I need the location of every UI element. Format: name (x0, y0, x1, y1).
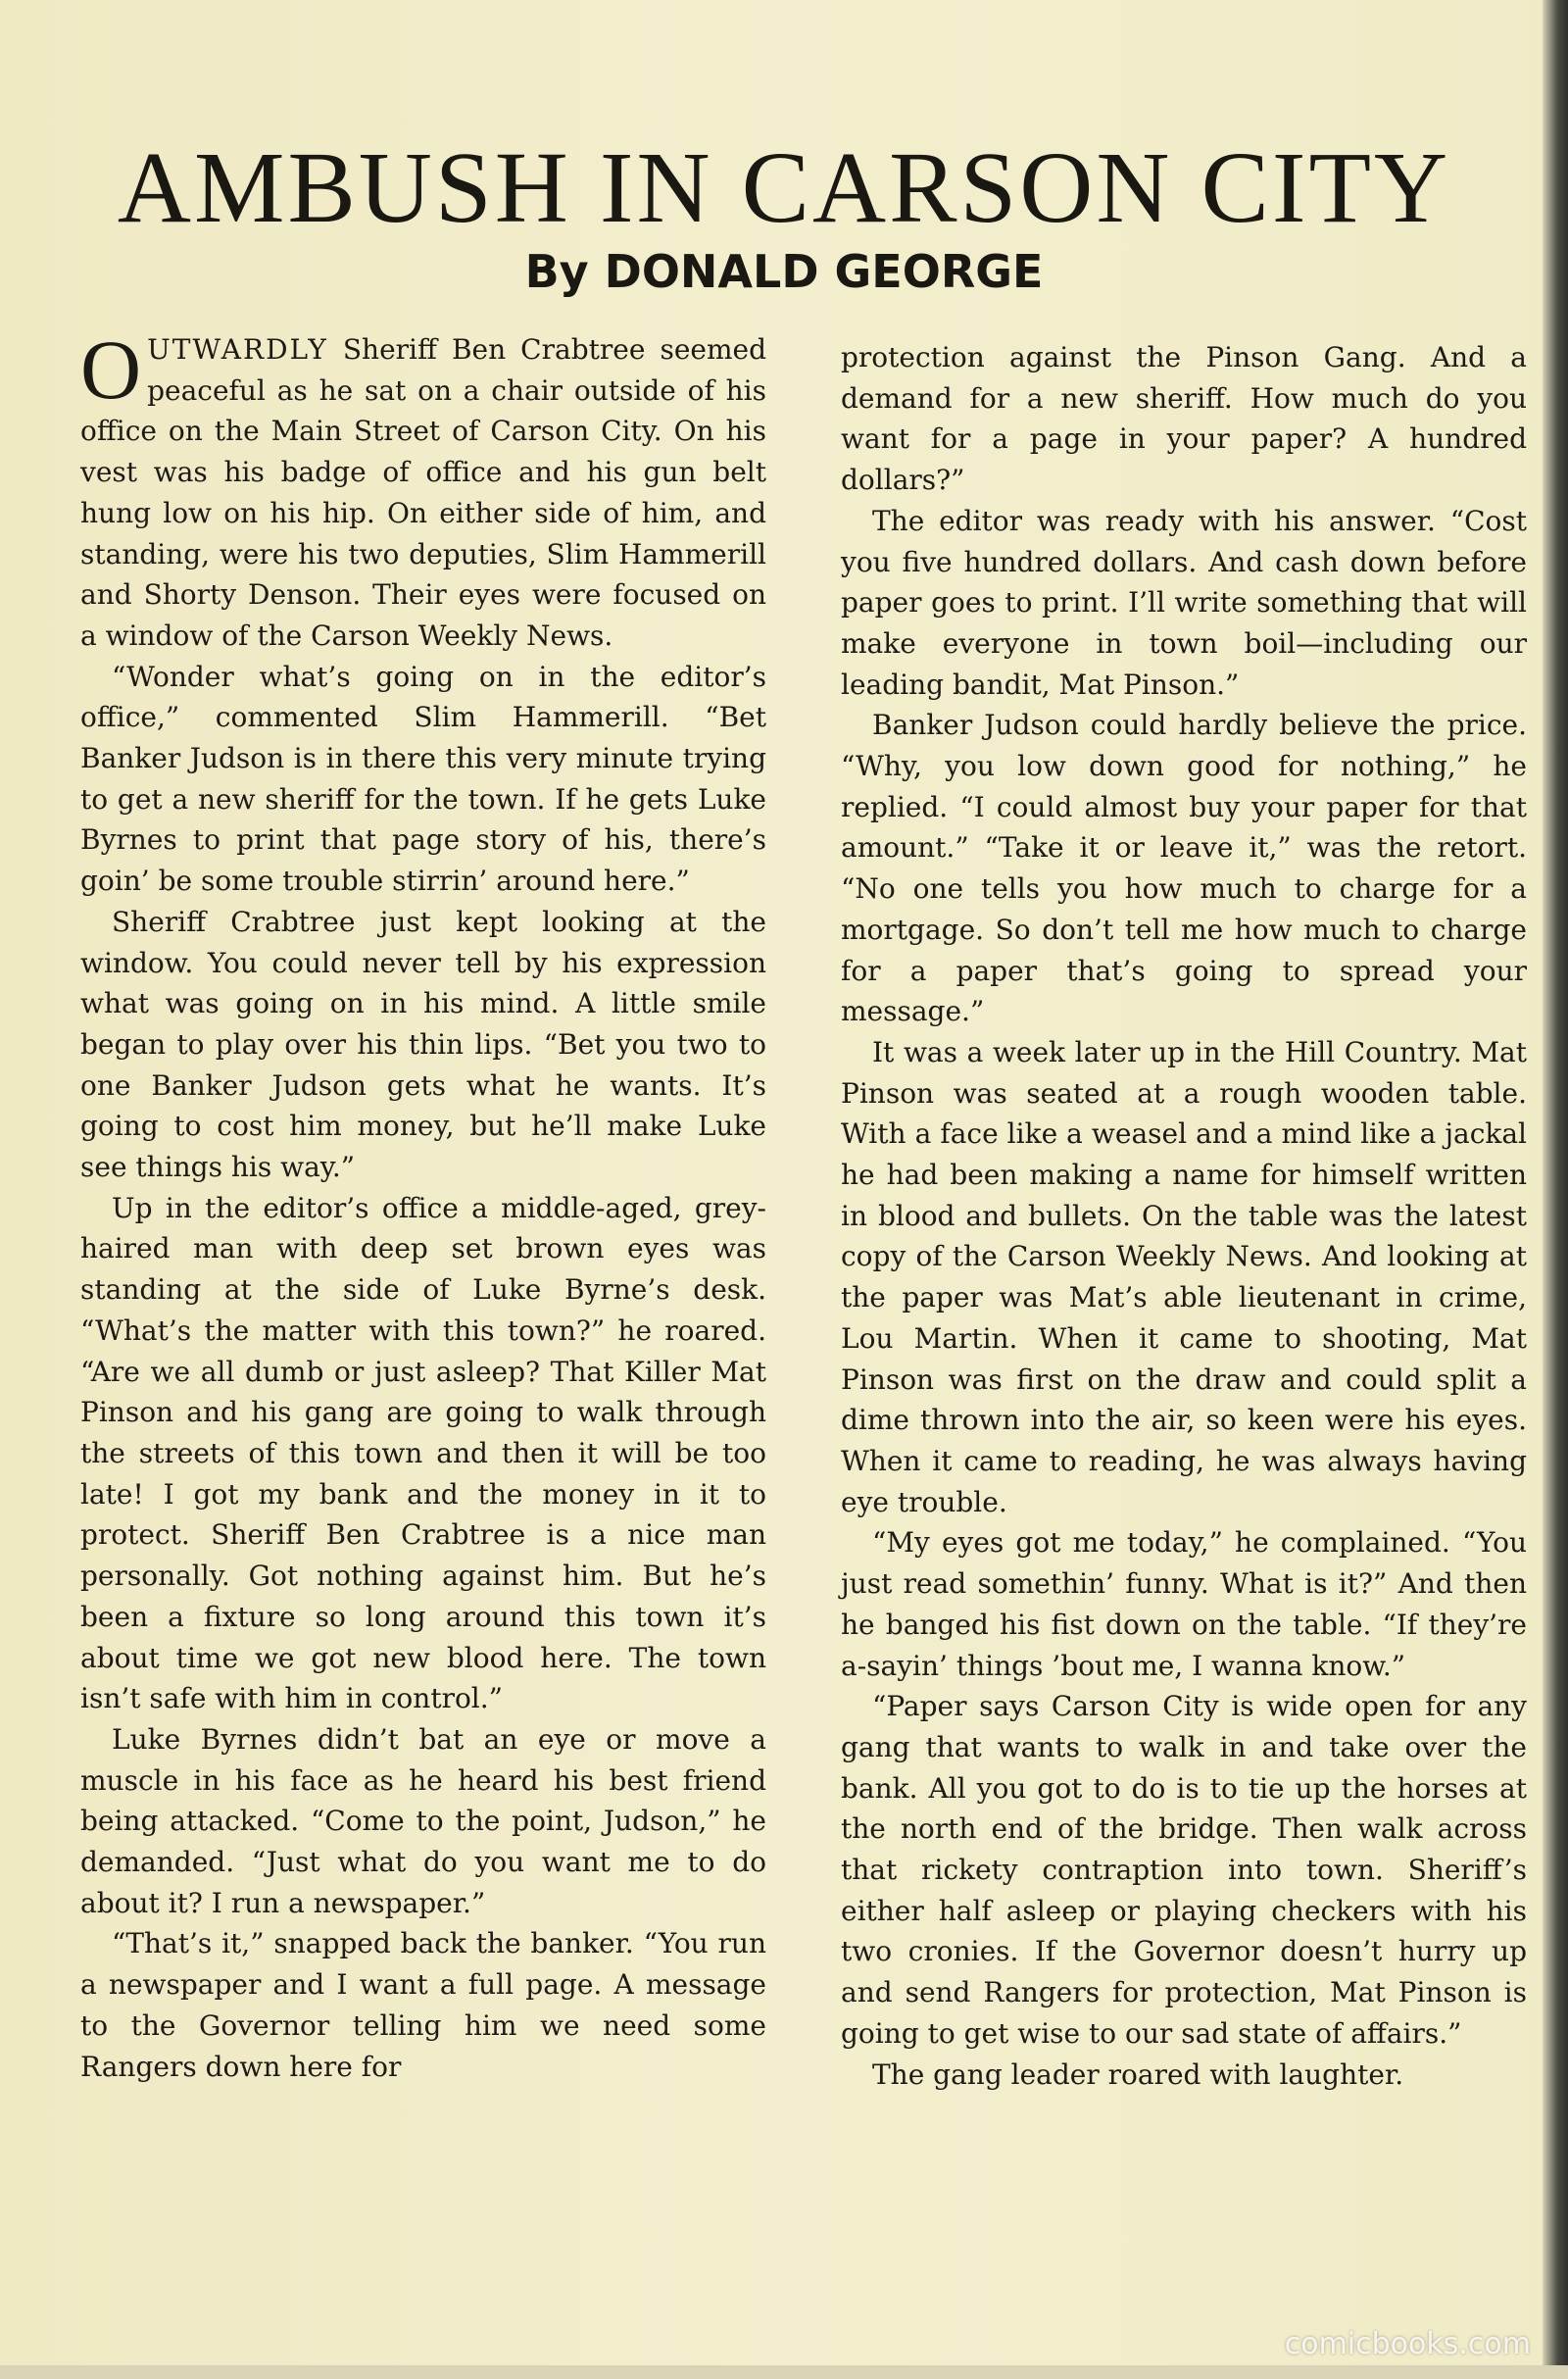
site-watermark: comicbooks.com (1284, 2327, 1531, 2361)
article-title: AMBUSH IN CARSON CITY (117, 131, 1451, 244)
paragraph: Up in the editor’s office a middle-aged, grey-haired man with deep set brown eyes was standing at the side of Luke Byrne’s desk. “What’s the matter with this town?” he roared. “Are we all dumb or just asleep? That Killer Mat Pinson and his gang are going to walk through the streets of this town and then it will be too late! I got my bank and the money in it to protect. Sheriff Ben Crabtree is a nice man personally. Got nothing against him. But he’s been a fixture so long around this town it’s about time we got new blood here. The town isn’t safe with him in control.” (80, 1191, 766, 1715)
paragraph: “Paper says Carson City is wide open for any gang that wants to walk in and take over the bank. All you got to do is to tie up the horses at the north end of the bridge. Then walk across that rickety contraption into town. Sheriff’s either half asleep or playing checkers with his two cronies. If the Governor doesn’t hurry up and send Rangers for protection, Mat Pinson is going to get wise to our sad state of affairs.” (841, 1690, 1527, 2050)
paragraph: “That’s it,” snapped back the banker. “You run a newspaper and I want a full page. A message to the Governor telling him we need some Rangers down here for (80, 1927, 766, 2083)
paragraph: “My eyes got me today,” he complained. “You just read somethin’ funny. What is it?” And then he banged his fist down on the table. “If they’re a-sayin’ things ’bout me, I wanna know.” (841, 1526, 1527, 1682)
paragraph (80, 322, 766, 657)
left-column (80, 322, 766, 2339)
drop-cap: O (80, 322, 142, 417)
paragraph: The editor was ready with his answer. “Cost you five hundred dollars. And cash down before paper goes to print. I’ll write something that will make everyone in town boil—including our leading bandit, Mat Pinson.” (841, 504, 1527, 701)
paragraph-text: Sheriff Ben Crabtree seemed peaceful as he sat on a chair outside of his office on the Main Street of Carson City. On his vest was his badge of office and his gun belt hung low on his hip. On either side of him, and standing, were his two deputies, Slim Hammerill and Shorty Denson. Their eyes were focused on a window of the Carson Weekly News. (80, 333, 766, 652)
binding-edge (1543, 0, 1568, 2379)
paragraph: Luke Byrnes didn’t bat an eye or move a muscle in his face as he heard his best friend being attacked. “Come to the point, Judson,” he demanded. “Just what do you want me to do about it? I run a newspaper.” (80, 1722, 766, 1919)
paragraph: “Wonder what’s going on in the editor’s office,” commented Slim Hammerill. “Bet Banker Judson is in there this very minute trying to get a new sheriff for the town. If he gets Luke Byrnes to print that page story of his, there’s goin’ be some trouble stirrin’ around here.” (80, 660, 766, 898)
paragraph: Banker Judson could hardly believe the price. “Why, you low down good for nothing,” he replied. “I could almost buy your paper for that amount.” “Take it or leave it,” was the retort. “No one tells you how much to charge for a mortgage. So don’t tell me how much to charge for a paper that’s going to spread your message.” (841, 709, 1527, 1028)
bottom-edge (0, 2365, 1568, 2379)
paragraph: Sheriff Crabtree just kept looking at the window. You could never tell by his expression what was going on in his mind. A little smile began to play over his thin lips. “Bet you two to one Banker Judson gets what he wants. It’s going to cost him money, but he’ll make Luke see things his way.” (80, 905, 766, 1184)
paragraph: It was a week later up in the Hill Country. Mat Pinson was seated at a rough wooden table. With a face like a weasel and a mind like a jackal he had been making a name for himself written in blood and bullets. On the table was the latest copy of the Carson Weekly News. And looking at the paper was Mat’s able lieutenant in crime, Lou Martin. When it came to shooting, Mat Pinson was first on the draw and could split a dime thrown into the air, so keen were his eyes. When it came to reading, he was always having eye trouble. (841, 1035, 1527, 1518)
paragraph: The gang leader roared with laughter. (872, 2057, 1404, 2091)
right-column (841, 337, 1527, 2347)
paragraph: protection against the Pinson Gang. And a demand for a new sheriff. How much do you want for a page in your paper? A hundred dollars?” (841, 341, 1527, 497)
opening-word: UTWARDLY (147, 333, 328, 366)
article-byline: By DONALD GEORGE (524, 245, 1044, 298)
